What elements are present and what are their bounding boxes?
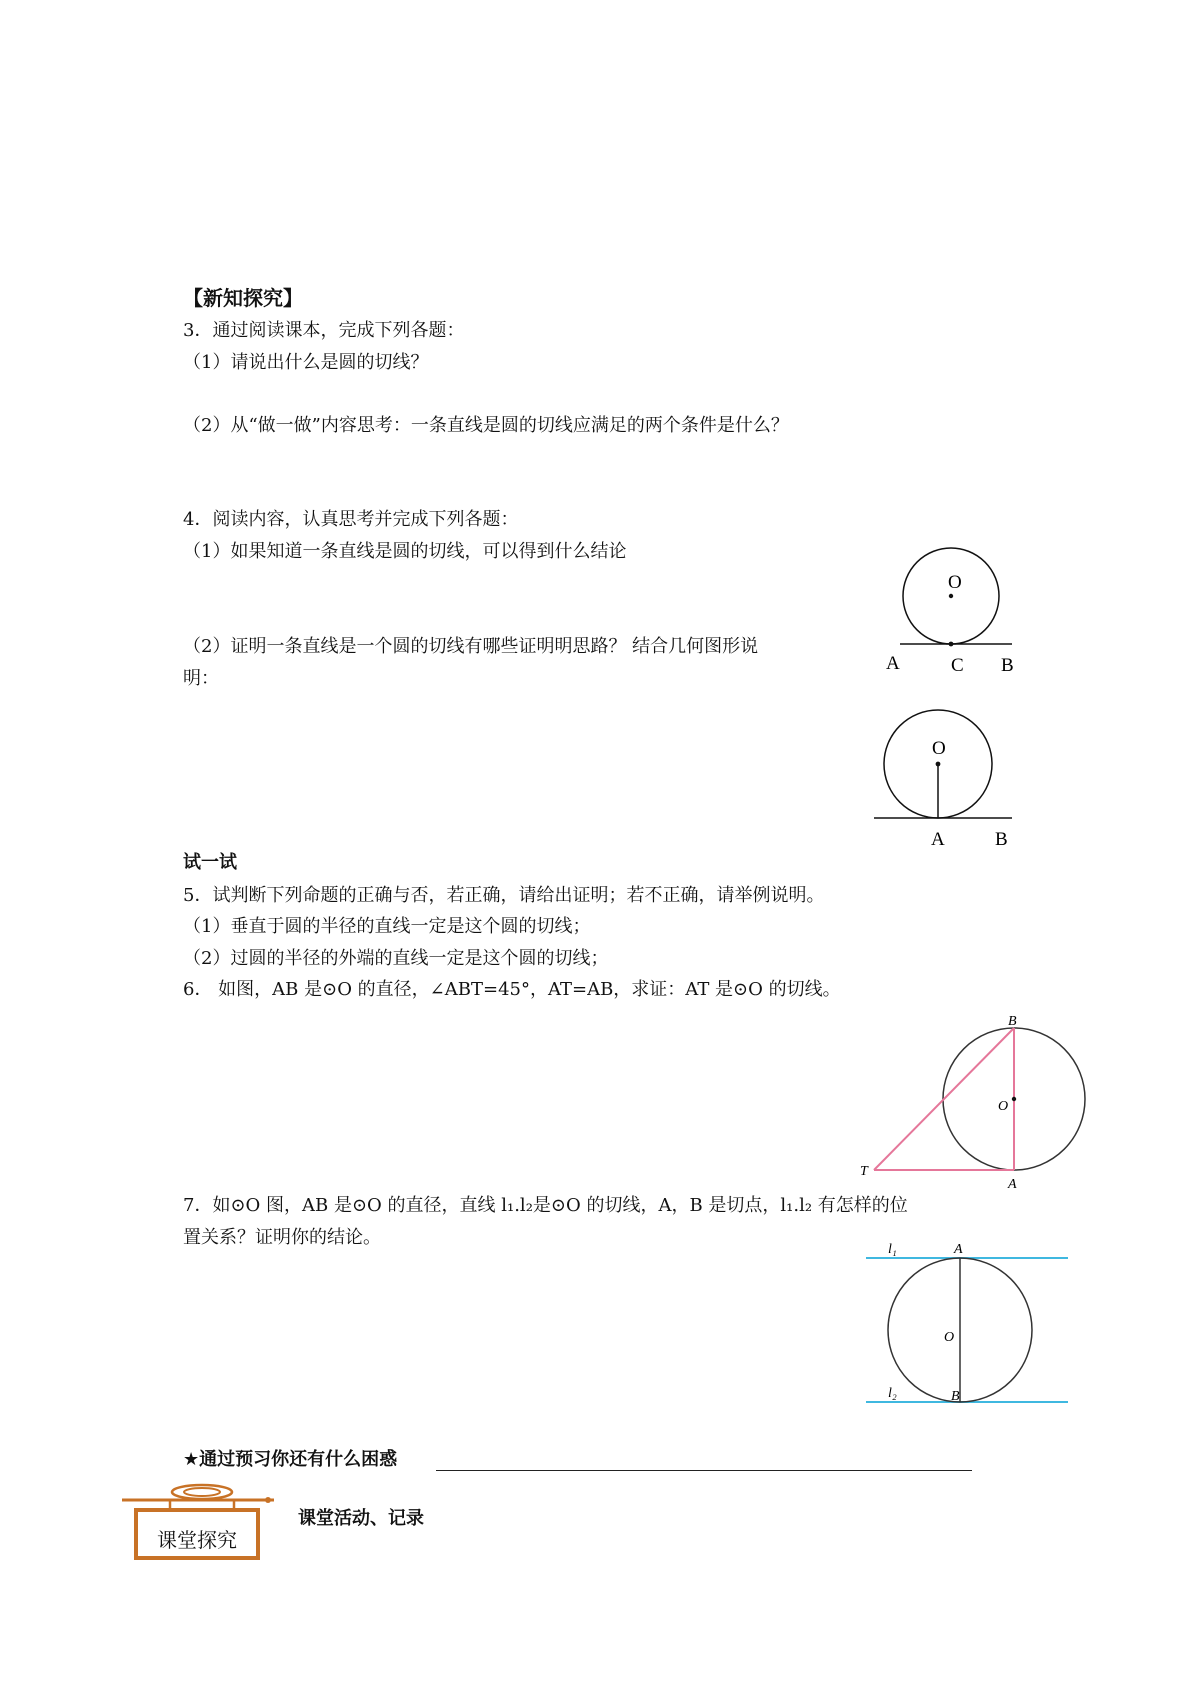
label-o: O [944,1330,955,1345]
answer-blank-line[interactable] [436,1470,972,1471]
label-o: O [948,572,962,593]
label-l1: l₁ [888,1242,897,1257]
label-a: A [931,829,945,850]
section-heading: 【新知探究】 [183,286,303,310]
label-a: A [886,653,900,674]
label-o: O [932,738,946,759]
q4-part2-line2: 明： [183,668,219,689]
label-l2: l₂ [888,1386,897,1401]
q3-part2: （2）从“做一做”内容思考：一条直线是圆的切线应满足的两个条件是什么？ [183,415,789,436]
q3-part1: （1）请说出什么是圆的切线？ [183,352,429,373]
q5-part2: （2）过圆的半径的外端的直线一定是这个圆的切线； [183,948,609,969]
center-point [949,594,953,598]
label-c: C [951,655,964,676]
figure-tangent-circle-radius [870,708,1040,858]
label-b: B [1008,1014,1017,1029]
q7-line2: 置关系？证明你的结论。 [183,1227,381,1248]
label-a: A [1008,1177,1017,1190]
q5-stem: 5．试判断下列命题的正确与否，若正确，请给出证明；若不正确，请举例说明。 [183,885,825,906]
classroom-explore-label: 课堂探究 [157,1528,237,1552]
q4-stem: 4．阅读内容，认真思考并完成下列各题： [183,509,519,530]
center-point [1012,1097,1016,1101]
label-b: B [995,829,1008,850]
segment-bt [874,1028,1014,1170]
q4-part1: （1）如果知道一条直线是圆的切线，可以得到什么结论 [183,541,627,562]
label-t: T [860,1164,868,1179]
q3-stem: 3．通过阅读课本，完成下列各题： [183,320,465,341]
q5-part1: （1）垂直于圆的半径的直线一定是这个圆的切线； [183,916,591,937]
figure-tangent-circle-c [880,538,1040,688]
label-o: O [998,1099,1009,1114]
figure-triangle-circle [858,1012,1098,1190]
classroom-explore-box [134,1508,260,1560]
ribbon-inner [184,1488,220,1496]
q7-line1: 7．如⊙O 图，AB 是⊙O 的直径，直线 l₁.l₂是⊙O 的切线，A，B 是切点，l₁.l₂ 有怎样的位 [183,1195,908,1216]
classroom-activity-title: 课堂活动、记录 [298,1508,424,1529]
try-heading: 试一试 [183,852,237,873]
figure-parallel-tangents [860,1238,1075,1410]
center-point [936,762,941,767]
rod-end [265,1497,271,1503]
label-a: A [954,1242,963,1257]
q4-part2-line1: （2）证明一条直线是一个圆的切线有哪些证明明思路？ 结合几何图形说 [183,636,759,657]
label-b: B [1001,655,1014,676]
tangent-point [949,642,954,647]
label-b: B [951,1389,960,1404]
confusion-prompt: ★通过预习你还有什么困惑 [183,1449,398,1470]
q6-stem: 6． 如图，AB 是⊙O 的直径，∠ABT=45°，AT=AB，求证：AT 是⊙O 的切线。 [183,979,841,1000]
